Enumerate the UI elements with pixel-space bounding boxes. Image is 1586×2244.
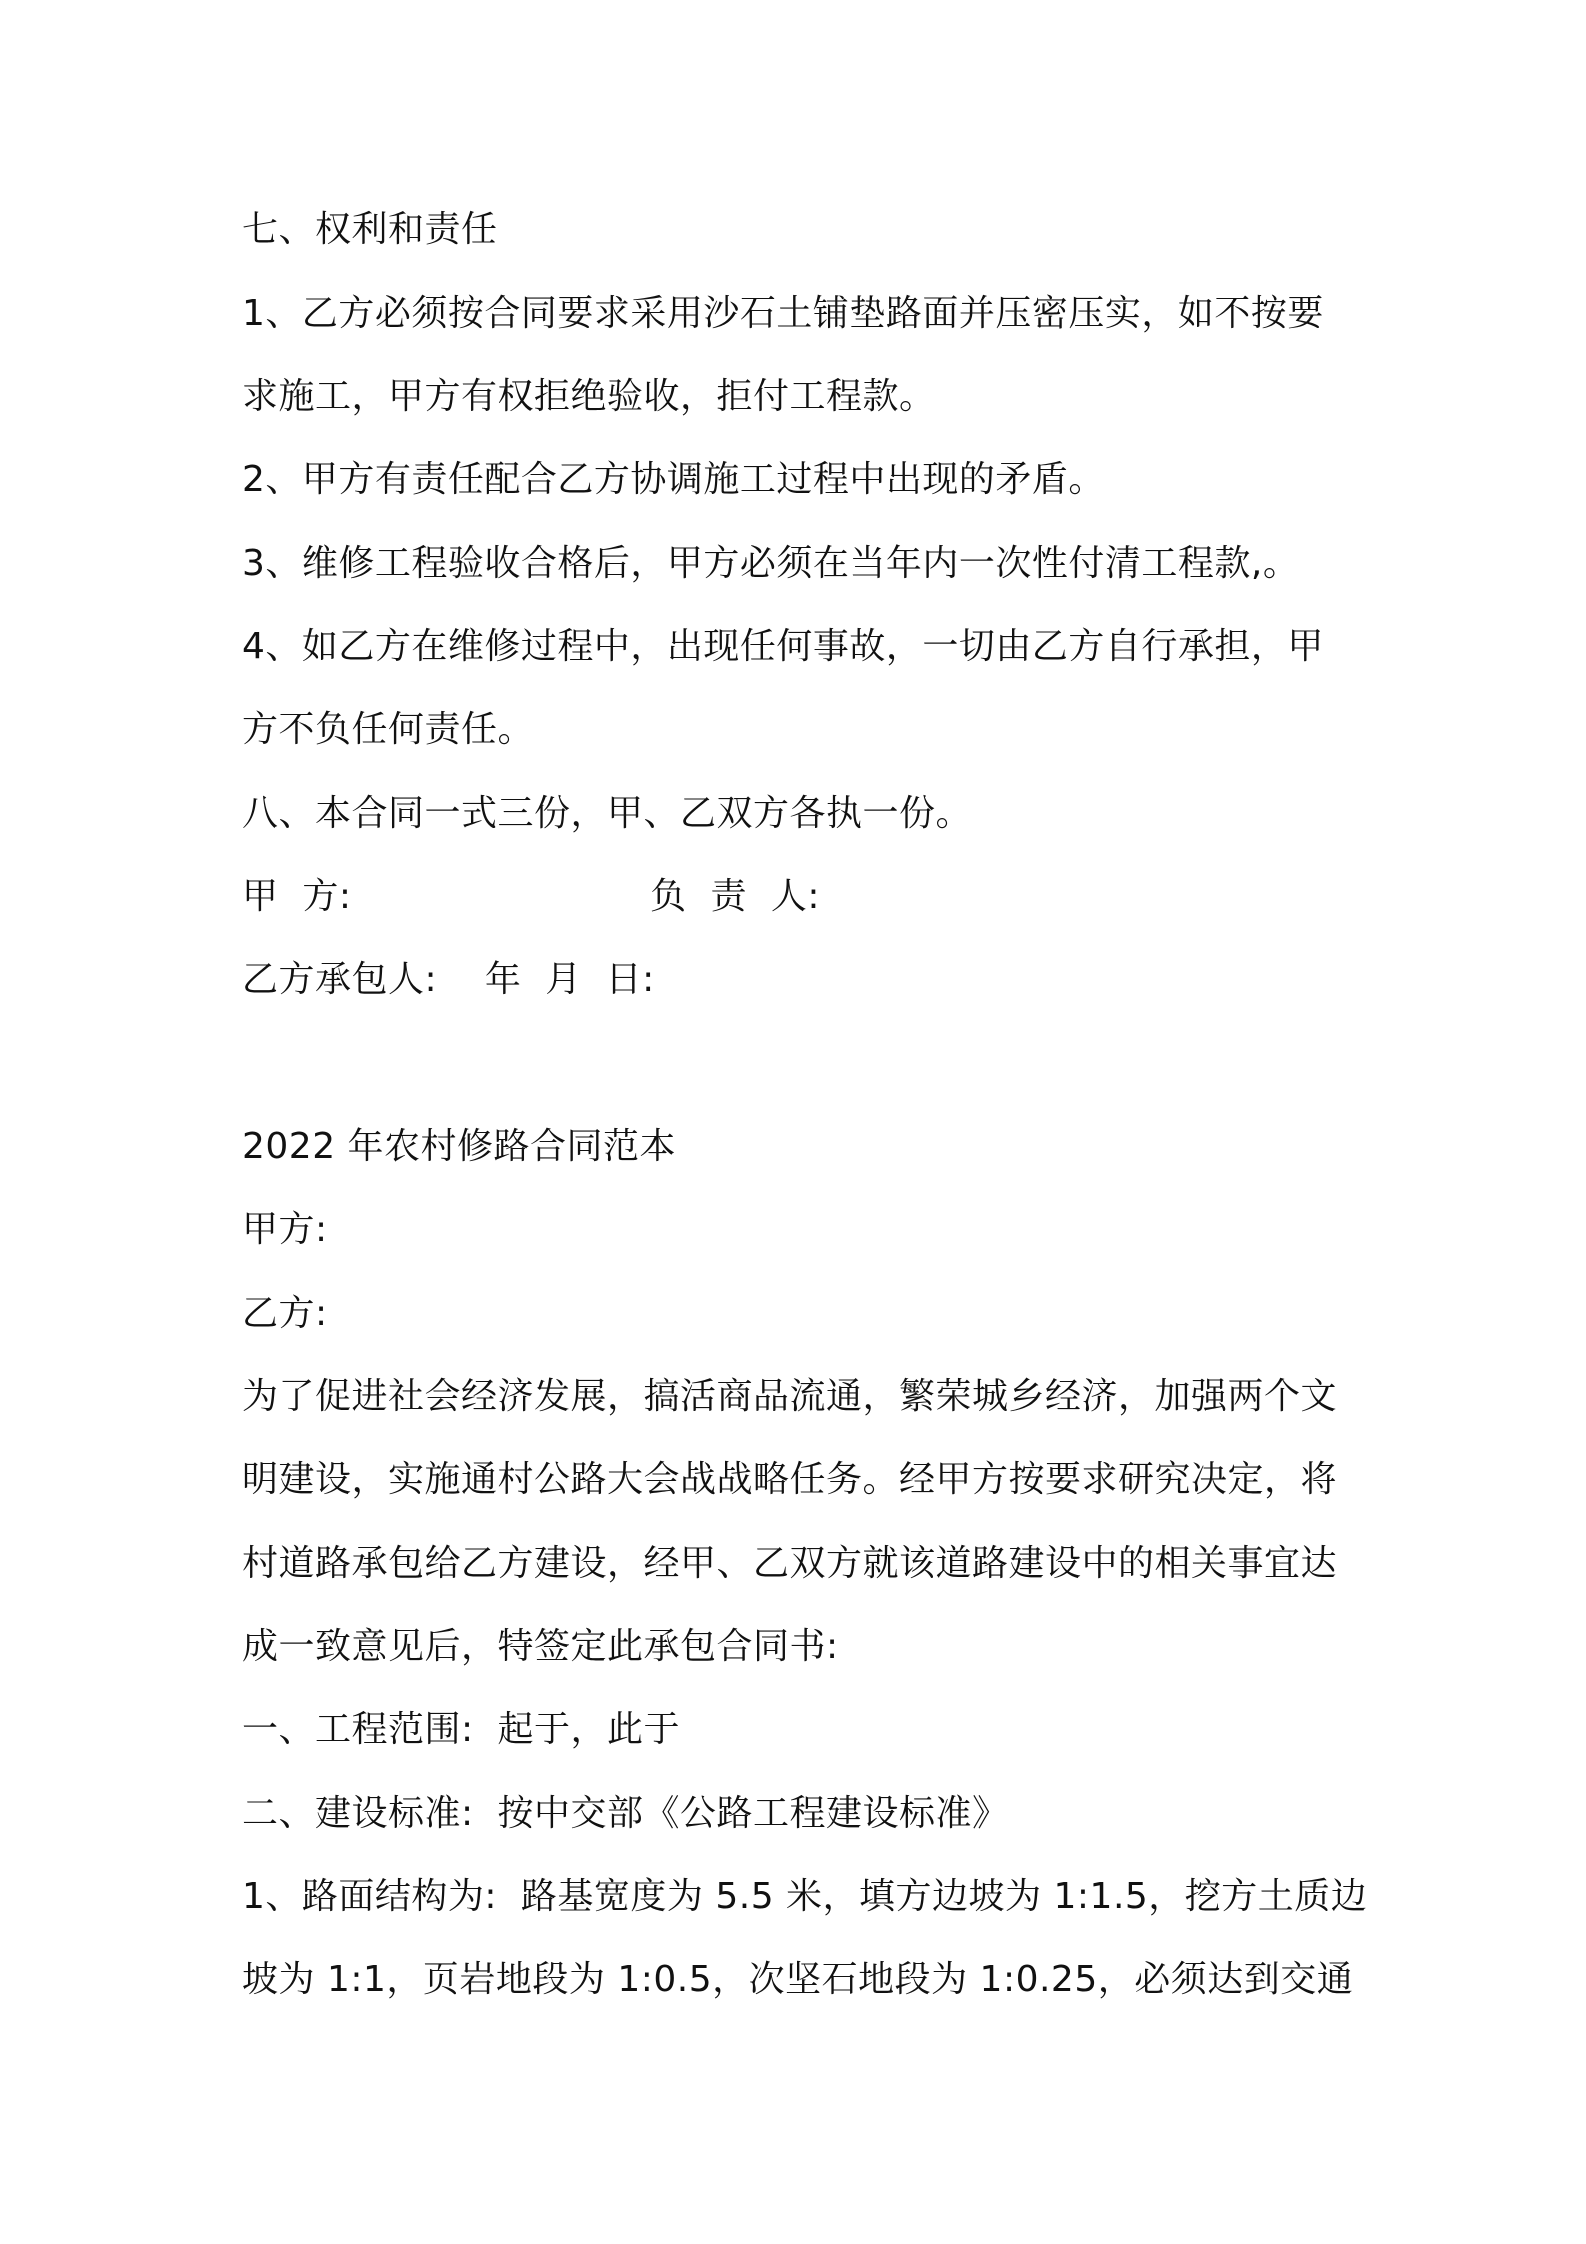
signature-party-b-date: 乙方承包人: 年 月 日: [242, 959, 655, 1000]
signature-party-a: 甲 方: 负 责 人: [242, 876, 821, 917]
clause-7-3: 3、维修工程验收合格后，甲方必须在当年内一次性付清工程款,。 [242, 543, 1300, 584]
clause-2-1-line-1: 1、路面结构为: 路基宽度为 5.5 米，填方边坡为 1:1.5，挖方土质边 [242, 1876, 1368, 1917]
party-a-label: 甲方: [242, 1209, 328, 1250]
clause-7-2: 2、甲方有责任配合乙方协调施工过程中出现的矛盾。 [242, 459, 1105, 500]
clause-7-4-line-1: 4、如乙方在维修过程中，出现任何事故，一切由乙方自行承担，甲 [242, 626, 1324, 667]
preamble-line-1: 为了促进社会经济发展，搞活商品流通，繁荣城乡经济，加强两个文 [242, 1376, 1338, 1417]
section-7-heading: 七、权利和责任 [242, 209, 498, 250]
section-8: 八、本合同一式三份，甲、乙双方各执一份。 [242, 793, 973, 834]
clause-7-1-line-2: 求施工，甲方有权拒绝验收，拒付工程款。 [242, 376, 936, 417]
contract-title: 2022 年农村修路合同范本 [242, 1126, 677, 1167]
section-2-standard: 二、建设标准: 按中交部《公路工程建设标准》 [242, 1793, 1009, 1834]
clause-7-4-line-2: 方不负任何责任。 [242, 709, 535, 750]
section-1-scope: 一、工程范围: 起于，此于 [242, 1709, 681, 1750]
clause-7-1-line-1: 1、乙方必须按合同要求采用沙石土铺垫路面并压密压实，如不按要 [242, 293, 1324, 334]
preamble-line-4: 成一致意见后，特签定此承包合同书: [242, 1626, 839, 1667]
preamble-line-3: 村道路承包给乙方建设，经甲、乙双方就该道路建设中的相关事宜达 [242, 1543, 1338, 1584]
preamble-line-2: 明建设，实施通村公路大会战战略任务。经甲方按要求研究决定，将 [242, 1459, 1338, 1500]
party-b-label: 乙方: [242, 1293, 328, 1334]
clause-2-1-line-2: 坡为 1:1，页岩地段为 1:0.5，次坚石地段为 1:0.25，必须达到交通 [242, 1959, 1354, 2000]
